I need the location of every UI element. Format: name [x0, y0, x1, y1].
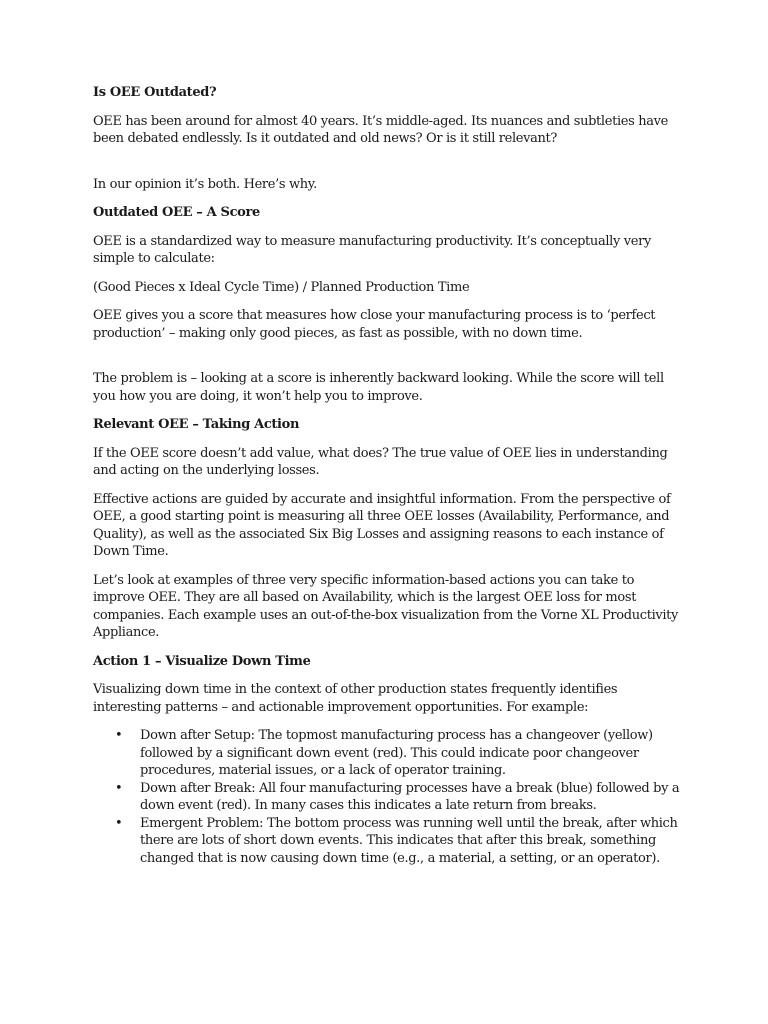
body-paragraph: If the OEE score doesn’t add value, what does? The true value of OEE lies in understanding and acting on the underlying losses. — [93, 445, 668, 478]
paragraph-spacer — [93, 159, 683, 176]
list-item-text: Down after Setup: The topmost manufacturing process has a changeover (yellow) followed by a significant down event (red). This could indicate poor changeover procedures, material issues, or a lack of operator training. — [140, 728, 653, 778]
bullet-list — [93, 727, 683, 867]
list-item-text: Down after Break: All four manufacturing processes have a break (blue) followed by a down event (red). In many cases this indicates a late return from breaks. — [140, 780, 680, 813]
section-heading: Relevant OEE – Taking Action — [93, 417, 300, 432]
body-paragraph: Effective actions are guided by accurate and insightful information. From the perspective of OEE, a good starting point is measuring all three OEE losses (Availability, Performance, and Quality), as well as the associated Six Big Losses and assigning reasons to each instance of Down Time. — [93, 491, 671, 559]
bullet-dot-icon: • — [115, 728, 123, 743]
body-paragraph: (Good Pieces x Ideal Cycle Time) / Planned Production Time — [93, 279, 470, 295]
bullet-dot-icon: • — [115, 815, 123, 831]
section-heading: Outdated OEE – A Score — [93, 205, 260, 220]
section-heading: Is OEE Outdated? — [93, 85, 217, 100]
body-paragraph: OEE has been around for almost 40 years. It’s middle-aged. Its nuances and subtleties have been debated endlessly. Is it outdated and old news? Or is it still relevant? — [93, 113, 668, 146]
list-item — [93, 780, 683, 815]
body-paragraph: In our opinion it’s both. Here’s why. — [93, 176, 317, 192]
body-paragraph: Visualizing down time in the context of other production states frequently identifies interesting patterns – and actionable improvement opportunities. For example: — [93, 682, 618, 715]
body-paragraph: The problem is – looking at a score is inherently backward looking. While the score will tell you how you are doing, it won’t help you to improve. — [93, 371, 664, 404]
body-paragraph: Let’s look at examples of three very specific information-based actions you can take to improve OEE. They are all based on Availability, which is the largest OEE loss for most companies. Each example uses an out-of-the-box visualization from the Vorne XL Productivity Appliance. — [93, 572, 679, 640]
body-paragraph: OEE is a standardized way to measure manufacturing productivity. It’s conceptually very simple to calculate: — [93, 233, 651, 266]
bullet-dot-icon: • — [115, 780, 123, 796]
list-item-text: Emergent Problem: The bottom process was running well until the break, after which there are lots of short down events. This indicates that after this break, something changed that is now causing down time (e.g., a material, a setting, or an operator). — [140, 815, 678, 866]
section-heading: Action 1 – Visualize Down Time — [93, 653, 311, 669]
list-item — [93, 727, 683, 780]
document-page — [93, 84, 683, 867]
body-paragraph: OEE gives you a score that measures how close your manufacturing process is to ‘perfect production’ – making only good pieces, as fast as possible, with no down time. — [93, 308, 656, 341]
paragraph-spacer — [93, 353, 683, 370]
list-item — [93, 815, 683, 868]
